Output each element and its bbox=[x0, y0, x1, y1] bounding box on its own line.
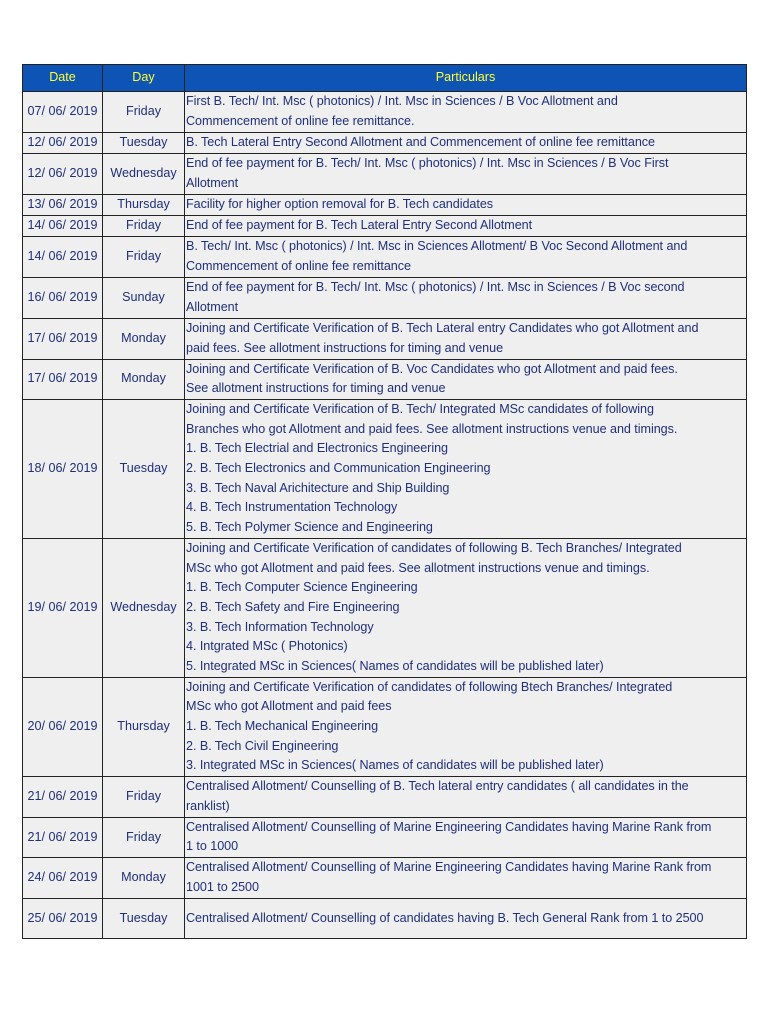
table-row bbox=[23, 677, 747, 776]
day-cell: Tuesday bbox=[103, 898, 185, 938]
day-cell: Sunday bbox=[103, 277, 185, 318]
header-day: Day bbox=[103, 65, 185, 92]
day-cell: Thursday bbox=[103, 677, 185, 776]
date-cell: 12/ 06/ 2019 bbox=[23, 154, 103, 195]
day-cell: Wednesday bbox=[103, 538, 185, 677]
particulars-cell: B. Tech Lateral Entry Second Allotment and Commencement of online fee remittance bbox=[185, 133, 747, 154]
date-cell: 17/ 06/ 2019 bbox=[23, 359, 103, 399]
date-cell: 12/ 06/ 2019 bbox=[23, 133, 103, 154]
day-cell: Wednesday bbox=[103, 154, 185, 195]
header-row bbox=[23, 65, 747, 92]
particulars-cell: Centralised Allotment/ Counselling of Marine Engineering Candidates having Marine Rank from 1 to 1000 bbox=[185, 817, 747, 857]
particulars-cell: Centralised Allotment/ Counselling of candidates having B. Tech General Rank from 1 to 2500 bbox=[185, 898, 747, 938]
table-row bbox=[23, 318, 747, 359]
schedule-table bbox=[22, 64, 747, 939]
header-date: Date bbox=[23, 65, 103, 92]
day-cell: Thursday bbox=[103, 195, 185, 216]
day-cell: Friday bbox=[103, 216, 185, 237]
table-row bbox=[23, 216, 747, 237]
date-cell: 13/ 06/ 2019 bbox=[23, 195, 103, 216]
day-cell: Monday bbox=[103, 359, 185, 399]
table-row bbox=[23, 857, 747, 898]
date-cell: 14/ 06/ 2019 bbox=[23, 236, 103, 277]
day-cell: Monday bbox=[103, 857, 185, 898]
particulars-cell: Joining and Certificate Verification of B. Tech/ Integrated MSc candidates of following Branches who got Allotment and paid fees. See allotment instructions venue and timings. 1. B. Tech Electrial and Electronics Engineering 2. B. Tech Electronics and Communication Engineering 3. B. Tech Naval Arichitecture and Ship Building 4. B. Tech Instrumentation Technology 5. B. Tech Polymer Science and Engineering bbox=[185, 399, 747, 538]
particulars-cell: Joining and Certificate Verification of candidates of following Btech Branches/ Integrated MSc who got Allotment and paid fees 1. B. Tech Mechanical Engineering 2. B. Tech Civil Engineering 3. Integrated MSc in Sciences( Names of candidates will be published later) bbox=[185, 677, 747, 776]
particulars-cell: End of fee payment for B. Tech Lateral Entry Second Allotment bbox=[185, 216, 747, 237]
table-row bbox=[23, 817, 747, 857]
particulars-cell: End of fee payment for B. Tech/ Int. Msc ( photonics) / Int. Msc in Sciences / B Voc second Allotment bbox=[185, 277, 747, 318]
particulars-cell: Facility for higher option removal for B. Tech candidates bbox=[185, 195, 747, 216]
table-row bbox=[23, 236, 747, 277]
day-cell: Tuesday bbox=[103, 133, 185, 154]
date-cell: 17/ 06/ 2019 bbox=[23, 318, 103, 359]
date-cell: 14/ 06/ 2019 bbox=[23, 216, 103, 237]
date-cell: 24/ 06/ 2019 bbox=[23, 857, 103, 898]
table-row bbox=[23, 133, 747, 154]
particulars-cell: First B. Tech/ Int. Msc ( photonics) / Int. Msc in Sciences / B Voc Allotment and Commencement of online fee remittance. bbox=[185, 92, 747, 133]
table-row bbox=[23, 538, 747, 677]
schedule-body bbox=[23, 92, 747, 939]
table-row bbox=[23, 359, 747, 399]
particulars-cell: Joining and Certificate Verification of B. Tech Lateral entry Candidates who got Allotment and paid fees. See allotment instructions for timing and venue bbox=[185, 318, 747, 359]
particulars-cell: End of fee payment for B. Tech/ Int. Msc ( photonics) / Int. Msc in Sciences / B Voc First Allotment bbox=[185, 154, 747, 195]
date-cell: 07/ 06/ 2019 bbox=[23, 92, 103, 133]
table-row bbox=[23, 195, 747, 216]
table-row bbox=[23, 154, 747, 195]
particulars-cell: B. Tech/ Int. Msc ( photonics) / Int. Msc in Sciences Allotment/ B Voc Second Allotment and Commencement of online fee remittance bbox=[185, 236, 747, 277]
table-row bbox=[23, 776, 747, 817]
particulars-cell: Joining and Certificate Verification of B. Voc Candidates who got Allotment and paid fees. See allotment instructions for timing and venue bbox=[185, 359, 747, 399]
table-row bbox=[23, 399, 747, 538]
day-cell: Monday bbox=[103, 318, 185, 359]
date-cell: 18/ 06/ 2019 bbox=[23, 399, 103, 538]
table-row bbox=[23, 898, 747, 938]
particulars-cell: Centralised Allotment/ Counselling of Marine Engineering Candidates having Marine Rank from 1001 to 2500 bbox=[185, 857, 747, 898]
day-cell: Friday bbox=[103, 817, 185, 857]
date-cell: 16/ 06/ 2019 bbox=[23, 277, 103, 318]
date-cell: 21/ 06/ 2019 bbox=[23, 817, 103, 857]
particulars-cell: Joining and Certificate Verification of candidates of following B. Tech Branches/ Integrated MSc who got Allotment and paid fees. See allotment instructions venue and timings. 1. B. Tech Computer Science Engineering 2. B. Tech Safety and Fire Engineering 3. B. Tech Information Technology 4. Intgrated MSc ( Photonics) 5. Integrated MSc in Sciences( Names of candidates will be published later) bbox=[185, 538, 747, 677]
date-cell: 21/ 06/ 2019 bbox=[23, 776, 103, 817]
date-cell: 25/ 06/ 2019 bbox=[23, 898, 103, 938]
header-particulars: Particulars bbox=[185, 65, 747, 92]
day-cell: Friday bbox=[103, 236, 185, 277]
table-row bbox=[23, 277, 747, 318]
table-row bbox=[23, 92, 747, 133]
day-cell: Friday bbox=[103, 776, 185, 817]
particulars-cell: Centralised Allotment/ Counselling of B. Tech lateral entry candidates ( all candidates in the ranklist) bbox=[185, 776, 747, 817]
date-cell: 20/ 06/ 2019 bbox=[23, 677, 103, 776]
date-cell: 19/ 06/ 2019 bbox=[23, 538, 103, 677]
day-cell: Friday bbox=[103, 92, 185, 133]
day-cell: Tuesday bbox=[103, 399, 185, 538]
